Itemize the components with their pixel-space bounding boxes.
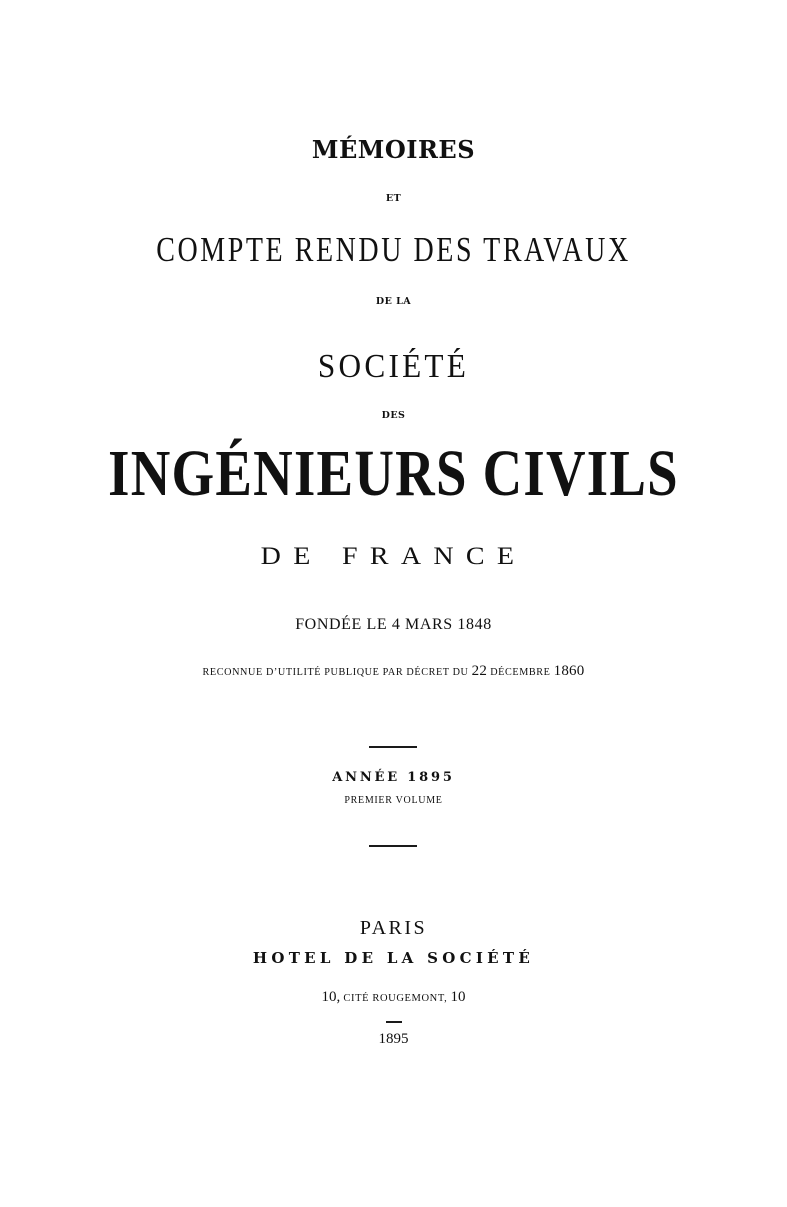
title-memoires: MÉMOIRES (311, 135, 476, 164)
address-number-right: 10 (450, 989, 466, 1005)
title-de-france: DE FRANCE (260, 543, 527, 570)
connector-et: ET (385, 193, 402, 204)
recognition-year: 1860 (553, 663, 585, 679)
recognition-prefix: RECONNUE D’UTILITÉ PUBLIQUE PAR DÉCRET DU (202, 667, 472, 678)
recognition-day: 22 (471, 663, 488, 679)
publication-year: 1895 (378, 1031, 409, 1047)
connector-de-la: DE LA (375, 296, 412, 307)
edition-year: ANNÉE 1895 (332, 770, 455, 785)
public-utility-recognition (0, 664, 787, 679)
title-societe: SOCIÉTÉ (317, 348, 470, 385)
volume-label: PREMIER VOLUME (344, 795, 443, 806)
publisher-name: HOTEL DE LA SOCIÉTÉ (252, 949, 535, 967)
recognition-month: DÉCEMBRE (487, 667, 554, 678)
publisher-address (0, 990, 787, 1005)
publisher-city: PARIS (359, 917, 428, 939)
address-street: CITÉ ROUGEMONT, (340, 993, 451, 1004)
title-compte-rendu: COMPTE RENDU DES TRAVAUX (156, 230, 631, 269)
address-number-left: 10, (321, 989, 341, 1005)
title-ingenieurs-civils: INGÉNIEURS CIVILS (108, 437, 679, 510)
founded-date: FONDÉE LE 4 MARS 1848 (295, 616, 492, 633)
divider-dash (386, 1021, 402, 1023)
connector-des: DES (381, 410, 406, 421)
divider-rule-top (369, 746, 417, 748)
divider-rule-bottom (369, 845, 417, 847)
